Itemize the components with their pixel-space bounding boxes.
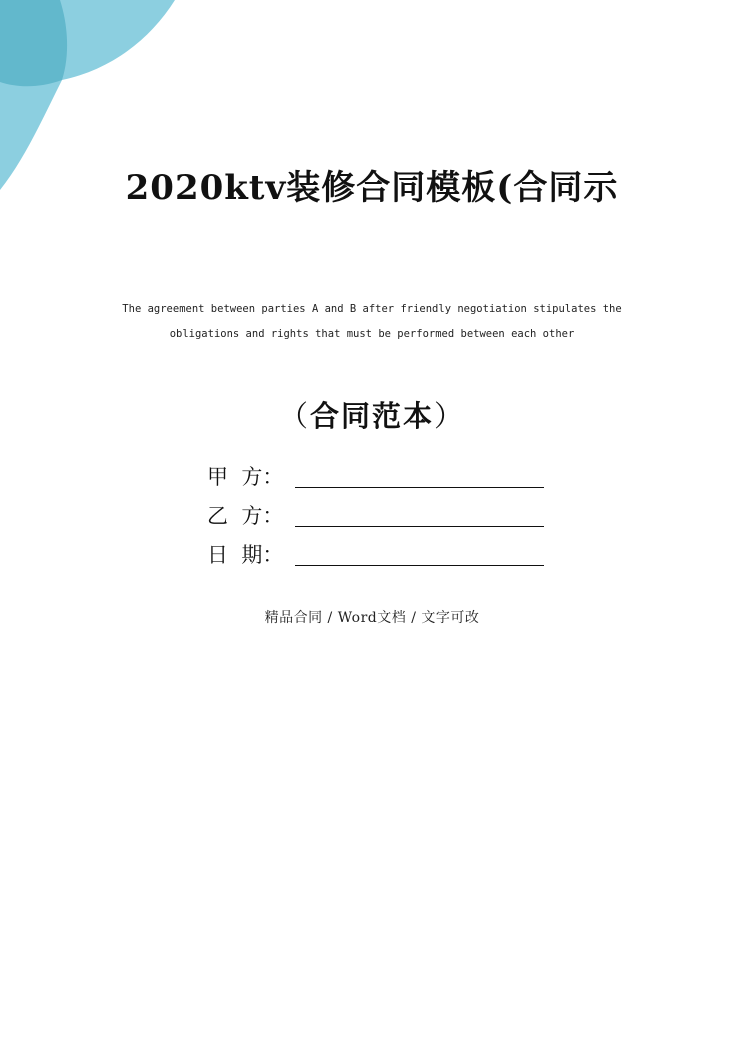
party-a-label: 甲 方： — [207, 465, 284, 489]
contract-sample-label — [0, 392, 744, 440]
close-paren: ） — [434, 399, 466, 433]
document-footer: 精品合同 / Word文档 / 文字可改 — [264, 610, 480, 626]
date-blank-line[interactable] — [295, 565, 544, 566]
document-subtitle — [0, 297, 744, 347]
open-paren: （ — [278, 399, 310, 433]
subtitle-line-2: obligations and rights that must be performed between each other — [169, 328, 575, 340]
party-a-row — [207, 453, 567, 492]
party-a-blank-line[interactable] — [295, 487, 544, 488]
party-b-row — [207, 492, 567, 531]
party-b-blank-line[interactable] — [295, 526, 544, 527]
sample-label-text: 合同范本 — [309, 399, 434, 433]
date-row — [207, 531, 567, 570]
party-b-label: 乙 方： — [207, 504, 284, 528]
subtitle-line-1: The agreement between parties A and B after friendly negotiation stipulates the — [122, 303, 622, 315]
dark-blue-circle-shape — [0, 0, 67, 86]
document-title: 2020ktv装修合同模板(合同示 — [125, 168, 619, 208]
party-fields — [207, 453, 567, 570]
date-label: 日 期： — [207, 543, 284, 567]
